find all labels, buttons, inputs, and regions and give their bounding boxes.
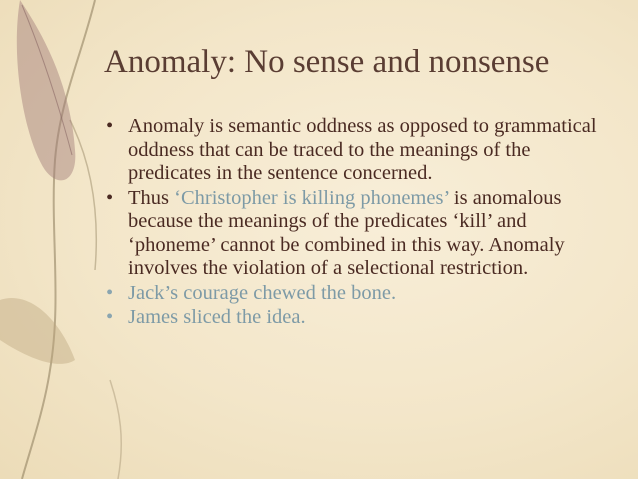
bullet-text-pre: Thus [128,186,175,209]
bullet-text: Anomaly is semantic oddness as opposed to grammatical oddness that can be traced to the meanings of the predicates in the sentence concerned. [128,115,597,184]
bullet-definition [104,115,614,186]
example-sentence: Jack’s courage chewed the bone. [128,281,397,304]
bullet-example-1 [104,282,614,306]
example-sentence: ‘Christopher is killing phonemes’ [174,186,449,209]
bullet-example-2 [104,306,614,330]
bullet-dot-icon: • [106,186,114,209]
bullet-dot-icon: • [106,281,114,304]
slide-title: Anomaly: No sense and nonsense [104,44,550,80]
bullet-text-post: is anomalous because the meanings of the predicates ‘kill’ and ‘phoneme’ cannot be combined in this way. Anomaly involves the violation of a selectional restriction. [128,186,565,279]
example-sentence: James sliced the idea. [128,306,306,328]
bullet-dot-icon: • [106,306,114,328]
bullet-dot-icon: • [106,115,114,137]
bullet-example-explanation [104,187,614,281]
bullet-list [104,115,614,331]
